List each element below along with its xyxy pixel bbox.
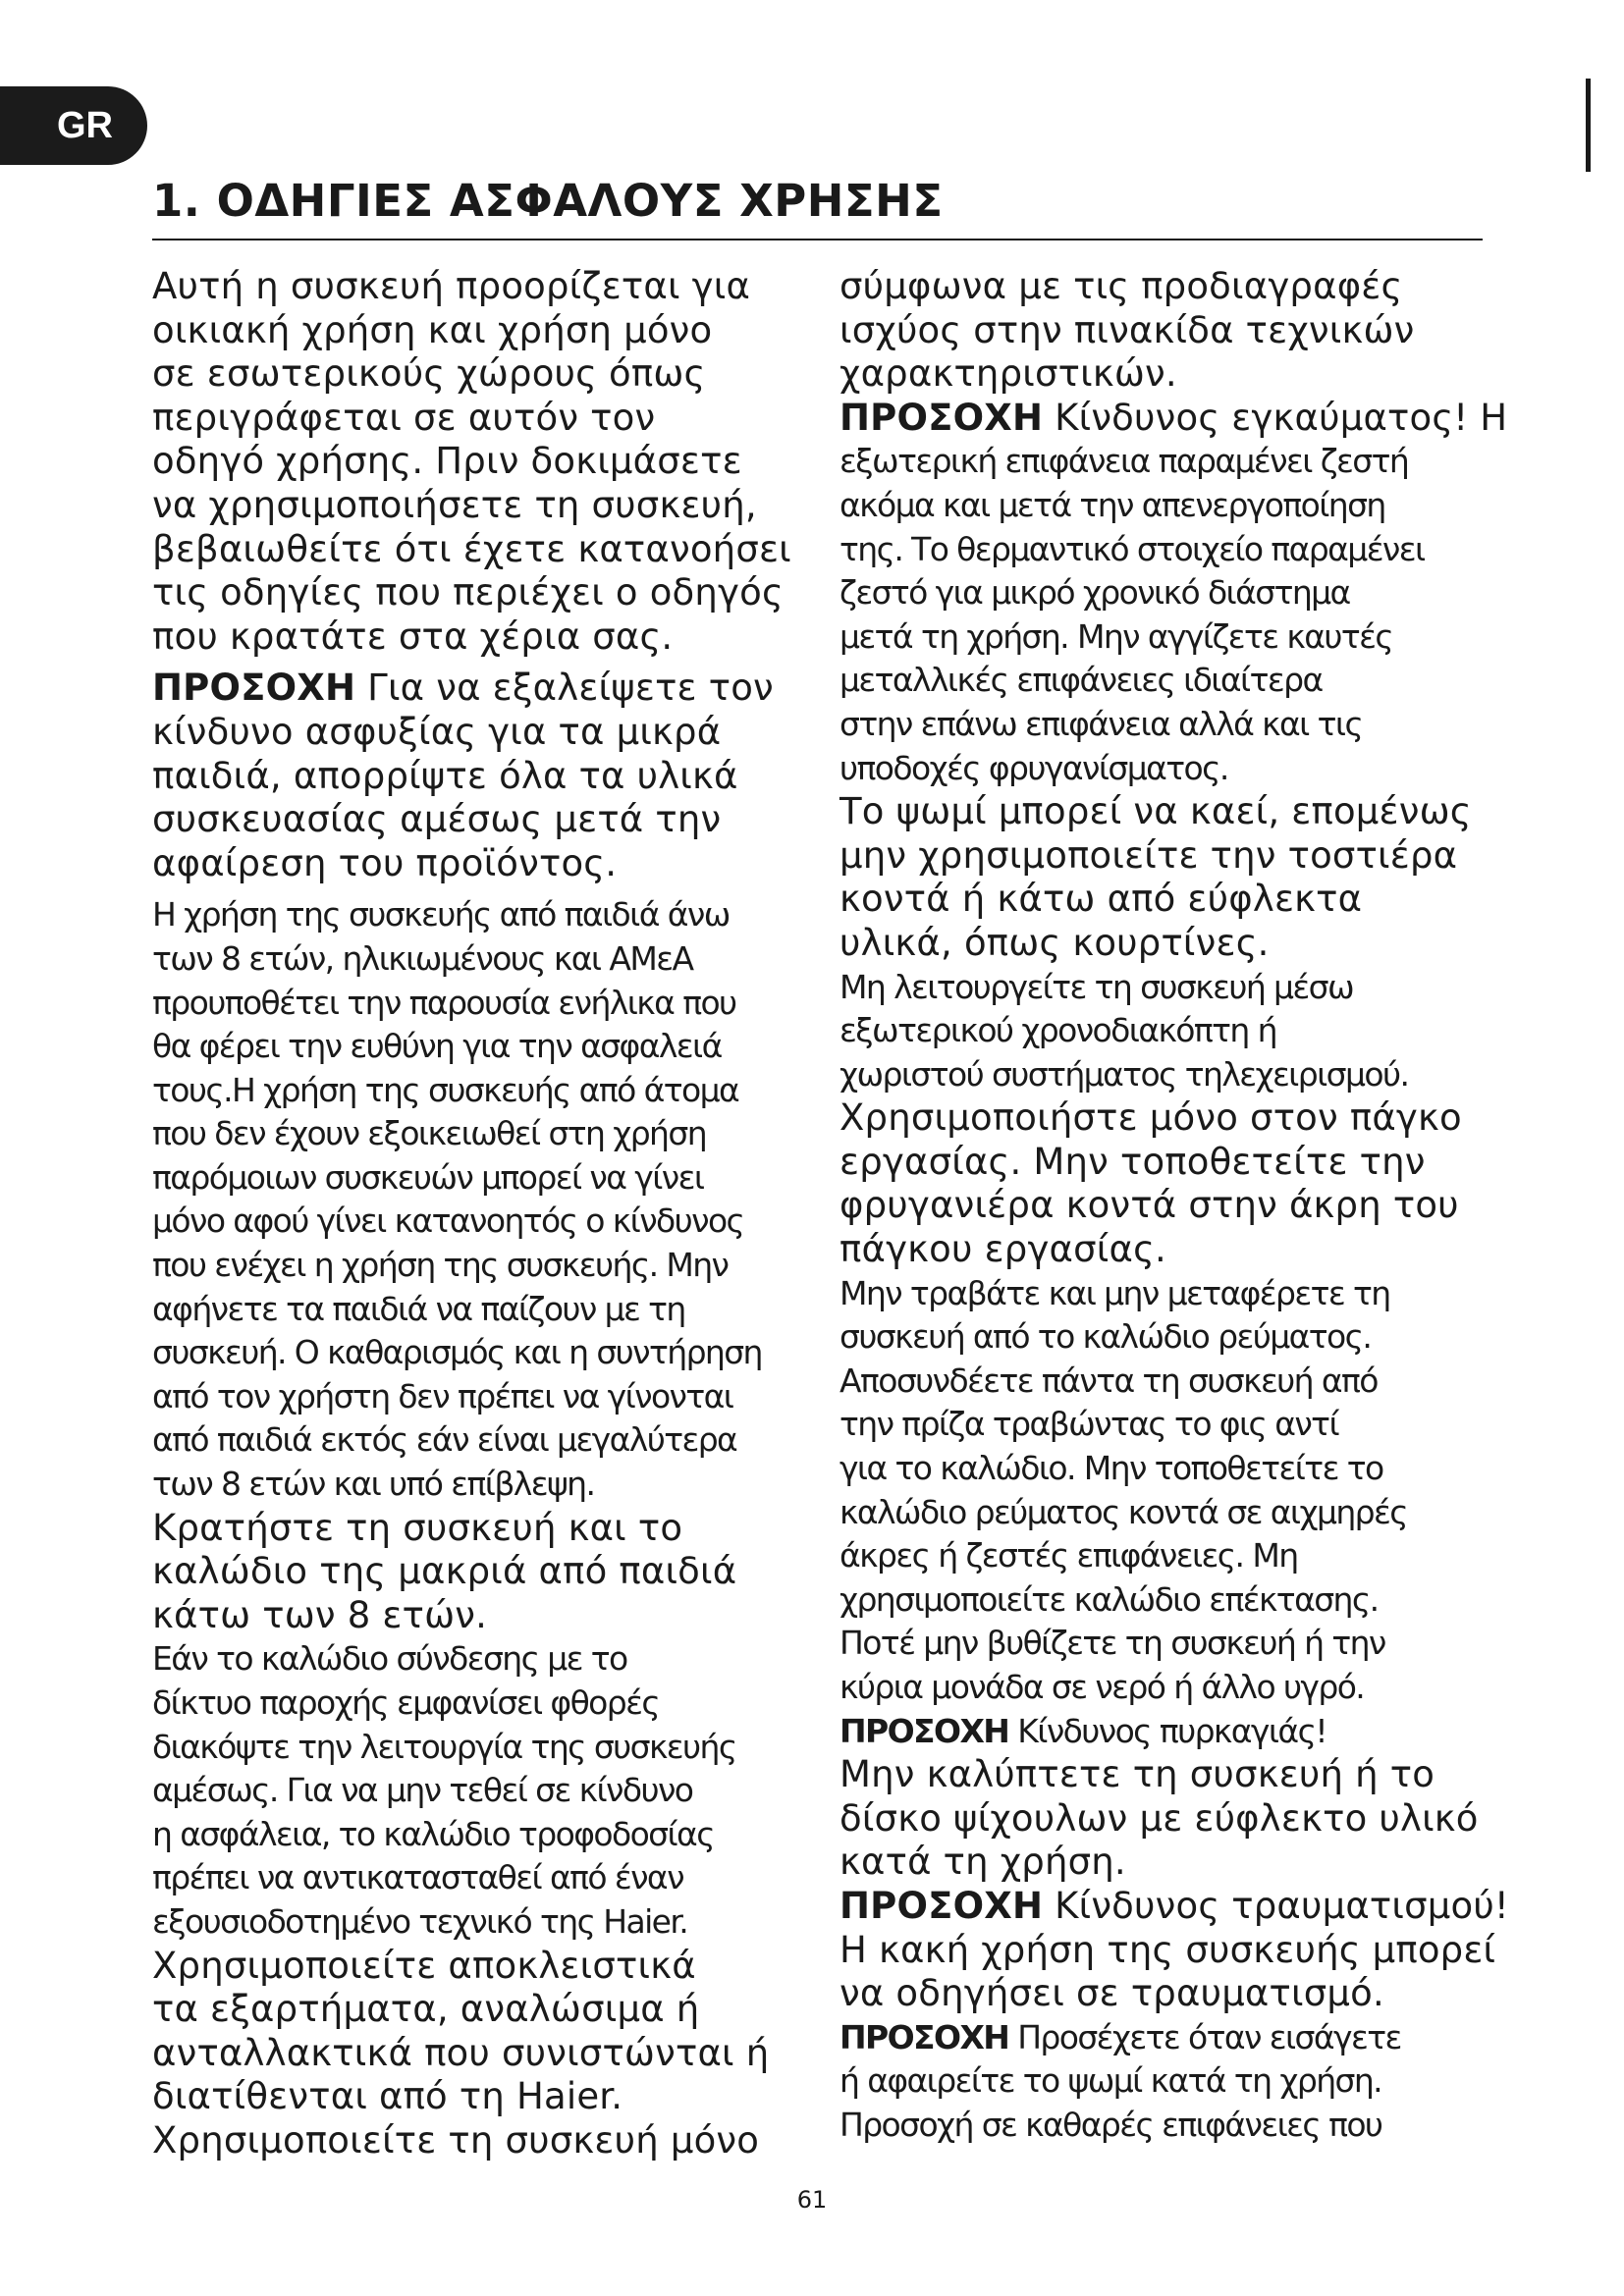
text-line: από παιδιά εκτός εάν είναι μεγαλύτερα [152,1420,737,1460]
right-column [839,265,1507,2148]
text-line: οικιακή χρήση και χρήση μόνο [152,308,713,351]
text-line: Η χρήση της συσκευής από παιδιά άνω [152,895,730,934]
text-line: Προσοχή σε καθαρές επιφάνειες που [839,2105,1382,2144]
paragraph-bread-burn [839,790,1507,965]
text-line: των 8 ετών, ηλικιωμένους και ΑΜεΑ [152,938,693,978]
text-line: ανταλλακτικά που συνιστώνται ή [152,2031,770,2074]
text-line: συσκευή. Ο καθαρισμός και η συντήρηση [152,1333,762,1372]
paragraph-fire-warning [839,1710,1507,1885]
text-line: δίκτυο παροχής εμφανίσει φθορές [152,1683,660,1722]
paragraph-suffocation-warning [152,667,820,885]
text-line: πάγκου εργασίας. [839,1228,1166,1271]
paragraph-damaged-cable [152,1637,820,1944]
text-line: να χρησιμοποιήσετε τη συσκευή, [152,483,757,526]
text-line: τις οδηγίες που περιέχει ο οδηγός [152,571,784,614]
text-line: φρυγανιέρα κοντά στην άκρη του [839,1184,1459,1227]
warning-text: Κίνδυνος πυρκαγιάς! [1008,1711,1326,1750]
text-line: Μην καλύπτετε τη συσκευή ή το [839,1753,1435,1796]
text-line: για το καλώδιο. Μην τοποθετείτε το [839,1449,1383,1488]
text-line: καλώδιο ρεύματος κοντά σε αιχμηρές [839,1492,1408,1531]
text-line: της. Το θερμαντικό στοιχείο παραμένει [839,529,1425,568]
text-line [152,667,820,711]
text-line: εργασίας. Μην τοποθετείτε την [839,1140,1426,1183]
text-line: Μην τραβάτε και μην μεταφέρετε τη [839,1273,1390,1312]
text-line: κίνδυνο ασφυξίας για τα μικρά [152,710,722,753]
text-line: παρόμοιων συσκευών μπορεί να γίνει [152,1157,704,1197]
text-line: που ενέχει η χρήση της συσκευής. Μην [152,1246,729,1285]
paragraph-burn-warning [839,397,1507,790]
text-line: χαρακτηριστικών. [839,352,1177,396]
warning-label: ΠΡΟΣΟΧΗ [839,1884,1044,1927]
text-line: Χρησιμοποιείτε αποκλειστικά [152,1944,696,1987]
text-line: πρέπει να αντικατασταθεί από έναν [152,1858,683,1897]
warning-label: ΠΡΟΣΟΧΗ [839,2017,1009,2056]
warning-text: Κίνδυνος τραυματισμού! [1043,1884,1509,1927]
section-heading: 1. ΟΔΗΓΙΕΣ ΑΣΦΑΛΟΥΣ ΧΡΗΣΗΣ [152,175,944,227]
text-line: κύρια μονάδα σε νερό ή άλλο υγρό. [839,1668,1365,1706]
page-number: 61 [796,2186,828,2214]
language-tab: GR [0,86,147,165]
text-line: εξωτερική επιφάνεια παραμένει ζεστή [839,442,1409,481]
warning-label: ΠΡΟΣΟΧΗ [839,396,1044,439]
text-line: η ασφάλεια, το καλώδιο τροφοδοσίας [152,1814,714,1853]
text-line [839,397,1507,441]
text-line: σε εσωτερικούς χώρους όπως [152,352,706,396]
text-line: Η κακή χρήση της συσκευής μπορεί [839,1928,1496,1971]
text-line: διακόψτε την λειτουργία της συσκευής [152,1727,736,1766]
text-line: Ποτέ μην βυθίζετε τη συσκευή ή την [839,1624,1385,1663]
paragraph-bread-insert-warning [839,2016,1507,2148]
paragraph-intended-use [152,265,820,659]
paragraph-power-cord [839,1272,1507,1710]
text-line [839,1710,1507,1754]
warning-text: Κίνδυνος εγκαύματος! Η [1043,396,1508,439]
text-line [839,2016,1507,2060]
text-line: την πρίζα τραβώντας το φις αντί [839,1405,1339,1444]
text-line [839,1885,1507,1929]
text-line: παιδιά, απορρίψτε όλα τα υλικά [152,754,738,797]
text-line: που δεν έχουν εξοικειωθεί στη χρήση [152,1114,707,1153]
paragraph-accessories [152,1945,820,2163]
text-line: αφαίρεση του προϊόντος. [152,841,618,884]
warning-text: Για να εξαλείψετε τον [355,667,774,710]
heading-rule [152,239,1483,240]
text-line: υποδοχές φρυγανίσματος. [839,748,1228,787]
text-line: Εάν το καλώδιο σύνδεσης με το [152,1639,627,1679]
text-line: τα εξαρτήματα, αναλώσιμα ή [152,1988,700,2031]
text-line: προυποθέτει την παρουσία ενήλικα που [152,983,736,1022]
text-line: Αποσυνδέετε πάντα τη συσκευή από [839,1361,1378,1400]
warning-label: ΠΡΟΣΟΧΗ [839,1711,1009,1750]
text-line: μετά τη χρήση. Μην αγγίζετε καυτές [839,616,1393,656]
text-line: Το ψωμί μπορεί να καεί, επομένως [839,790,1472,833]
text-line: περιγράφεται σε αυτόν τον [152,396,656,439]
text-line: ή αφαιρείτε το ψωμί κατά τη χρήση. [839,2061,1382,2101]
text-line: ακόμα και μετά την απενεργοποίηση [839,485,1385,524]
paragraph-timer [839,966,1507,1097]
text-line: κατά τη χρήση. [839,1841,1126,1884]
text-line: σύμφωνα με τις προδιαγραφές [839,265,1403,307]
text-line: από τον χρήστη δεν πρέπει να γίνονται [152,1376,733,1415]
text-line: δίσκο ψίχουλων με εύφλεκτο υλικό [839,1796,1479,1840]
text-line: μην χρησιμοποιείτε την τοστιέρα [839,833,1458,877]
text-line: κοντά ή κάτω από εύφλεκτα [839,878,1363,921]
text-line: που κρατάτε στα χέρια σας. [152,614,674,658]
text-line: τους.Η χρήση της συσκευής από άτομα [152,1070,739,1109]
text-line: μόνο αφού γίνει κατανοητός ο κίνδυνος [152,1201,744,1241]
text-line: ισχύος στην πινακίδα τεχνικών [839,308,1415,351]
paragraph-children-use [152,893,820,1506]
text-line: θα φέρει την ευθύνη για την ασφαλειά [152,1027,722,1066]
text-line: εξωτερικού χρονοδιακόπτη ή [839,1011,1276,1050]
text-line: ζεστό για μικρό χρονικό διάστημα [839,573,1350,613]
text-line: αφήνετε τα παιδιά να παίζουν με τη [152,1289,685,1328]
text-line: οδηγό χρήσης. Πριν δοκιμάσετε [152,440,742,483]
text-line: υλικά, όπως κουρτίνες. [839,921,1270,964]
text-line: καλώδιο της μακριά από παιδιά [152,1550,737,1593]
paragraph-power-spec [839,265,1507,397]
text-line: εξουσιοδοτημένο τεχνικό της Haier. [152,1901,688,1941]
text-line: διατίθενται από τη Haier. [152,2075,623,2118]
paragraph-worktop [839,1096,1507,1271]
text-line: Κρατήστε τη συσκευή και το [152,1506,683,1549]
warning-text: Προσέχετε όταν εισάγετε [1008,2017,1401,2056]
text-line: μεταλλικές επιφάνειες ιδιαίτερα [839,661,1323,700]
text-line: Χρησιμοποιήστε μόνο στον πάγκο [839,1096,1462,1140]
text-line: Μη λειτουργείτε τη συσκευή μέσω [839,967,1354,1006]
text-line: άκρες ή ζεστές επιφάνειες. Μη [839,1536,1298,1575]
paragraph-injury-warning [839,1885,1507,2016]
paragraph-keep-away [152,1507,820,1638]
left-column [152,265,820,2163]
text-line: Χρησιμοποιείτε τη συσκευή μόνο [152,2118,760,2162]
text-line: κάτω των 8 ετών. [152,1593,488,1636]
warning-label: ΠΡΟΣΟΧΗ [152,667,356,710]
text-line: στην επάνω επιφάνεια αλλά και τις [839,704,1363,743]
text-line: βεβαιωθείτε ότι έχετε κατανοήσει [152,527,791,570]
text-line: Αυτή η συσκευή προορίζεται για [152,265,751,307]
text-line: συσκευή από το καλώδιο ρεύματος. [839,1317,1372,1357]
text-line: αμέσως. Για να μην τεθεί σε κίνδυνο [152,1771,693,1810]
text-line: συσκευασίας αμέσως μετά την [152,798,722,841]
corner-rule [1586,79,1591,172]
text-line: χωριστού συστήματος τηλεχειρισμού. [839,1054,1409,1094]
text-line: χρησιμοποιείτε καλώδιο επέκτασης. [839,1579,1379,1619]
text-line: να οδηγήσει σε τραυματισμό. [839,1972,1384,2015]
text-line: των 8 ετών και υπό επίβλεψη. [152,1465,595,1504]
